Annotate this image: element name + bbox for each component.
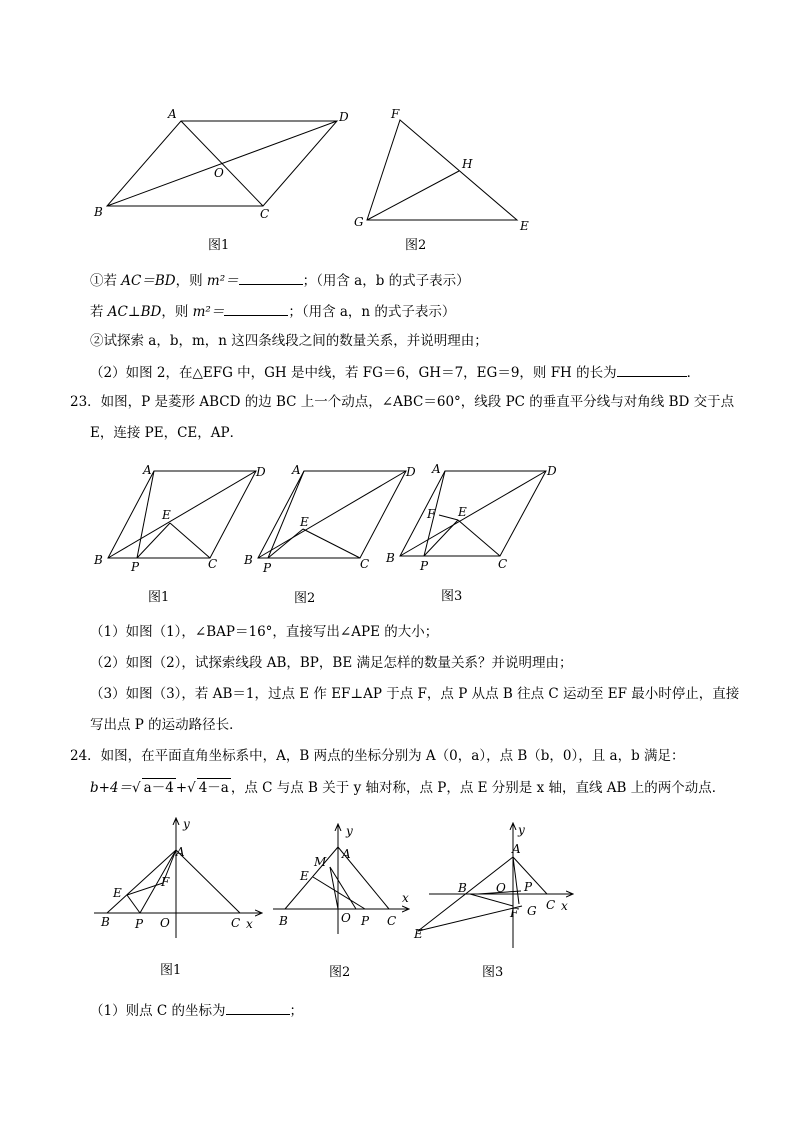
q23-part-3b: 写出点 P 的运动路径长． — [90, 717, 243, 733]
label-p: P — [263, 561, 272, 575]
caption-fig2: 图2 — [329, 965, 351, 980]
label-c: C — [546, 898, 556, 912]
label-g: G — [527, 904, 537, 918]
label-c: C — [498, 557, 508, 571]
q24-figure-3 — [413, 823, 573, 980]
label-x: x — [246, 917, 253, 931]
label-c: C — [387, 914, 397, 928]
label-b: B — [101, 915, 110, 929]
caption-fig1: 图1 — [208, 238, 230, 253]
label-x: x — [561, 899, 568, 913]
label-e: E — [300, 869, 309, 883]
label-e: E — [162, 508, 171, 522]
label-a: A — [432, 462, 441, 476]
label-b: B — [386, 551, 395, 565]
label-a: A — [512, 842, 521, 856]
segment-ag — [513, 857, 519, 904]
label-f: F — [161, 875, 170, 889]
label-h: H — [462, 157, 473, 171]
label-p: P — [135, 917, 144, 931]
q23-part-1: （1）如图（1），∠BAP＝16°，直接写出∠APE 的大小； — [90, 624, 439, 640]
label-e: E — [414, 927, 423, 941]
label-a: A — [292, 463, 301, 477]
label-a: A — [176, 845, 185, 859]
q24-part-1: （1）则点 C 的坐标为 ； — [90, 1000, 303, 1020]
label-f: F — [427, 507, 436, 521]
label-b: B — [279, 914, 288, 928]
label-a: A — [168, 107, 177, 121]
label-b: B — [94, 205, 103, 219]
segment-ef — [127, 883, 163, 895]
label-c: C — [208, 557, 218, 571]
label-y: y — [346, 824, 353, 838]
q24-figure-2 — [273, 824, 409, 980]
q22-line-3: ②试探索 a，b，m，n 这四条线段之间的数量关系，并说明理由； — [90, 333, 488, 349]
q22-line-4: （2）如图 2，在△EFG 中，GH 是中线，若 FG＝6，GH＝7，EG＝9，则 FH 的长为 ． — [90, 362, 700, 382]
label-e: E — [520, 219, 529, 233]
label-o: O — [341, 911, 351, 925]
sqrt-symbol: √ — [132, 780, 141, 796]
label-p: P — [361, 914, 370, 928]
segment-pa — [140, 850, 176, 913]
label-p: P — [524, 880, 533, 894]
q22-line-1: ①若 AC＝BD，则 m²＝ ；（用含 a，b 的式子表示） — [90, 270, 470, 290]
label-b: B — [244, 553, 253, 567]
segment-bf — [470, 894, 513, 906]
label-p: P — [420, 559, 429, 573]
q24-line-2: b+4＝√ a－4 +√ 4－a ，点 C 与点 B 关于 y 轴对称，点 P，点 E 分别是 x 轴，直线 AB 上的两个动点． — [90, 780, 726, 796]
label-o: O — [496, 881, 506, 895]
label-e: E — [113, 886, 122, 900]
label-b: B — [94, 553, 103, 567]
line-ab — [285, 847, 338, 909]
label-p: P — [131, 560, 140, 574]
caption-fig3: 图3 — [482, 965, 504, 980]
label-d: D — [256, 465, 266, 479]
caption-fig2: 图2 — [405, 238, 427, 253]
radicand-2: 4－a — [198, 780, 229, 796]
caption-fig3: 图3 — [441, 589, 463, 604]
label-m: M — [314, 855, 327, 869]
label-y: y — [518, 823, 525, 837]
label-a: A — [342, 847, 351, 861]
label-d: D — [339, 110, 349, 124]
label-c: C — [260, 207, 270, 221]
label-e: E — [300, 515, 309, 529]
caption-fig1: 图1 — [160, 963, 182, 978]
label-b: B — [458, 881, 467, 895]
label-o: O — [214, 166, 224, 180]
label-f: F — [391, 107, 400, 121]
label-c: C — [360, 557, 370, 571]
label-g: G — [354, 215, 364, 229]
segment-ep — [127, 895, 140, 913]
label-o: O — [160, 916, 170, 930]
answer-blank[interactable] — [226, 1000, 290, 1015]
caption-fig2: 图2 — [294, 591, 316, 606]
label-d: D — [547, 464, 557, 478]
radicand-1: a－4 — [143, 780, 174, 796]
line-ac — [176, 850, 240, 913]
caption-fig1: 图1 — [148, 590, 170, 605]
q24-line-1: 24．如图，在平面直角坐标系中，A，B 两点的坐标分别为 A（0，a），点 B（b，0），且 a，b 满足： — [70, 748, 685, 764]
label-e: E — [458, 505, 467, 519]
sqrt-symbol: √ — [187, 780, 196, 796]
label-f: F — [510, 906, 519, 920]
label-x: x — [402, 891, 409, 905]
q23-line-1: 23．如图，P 是菱形 ABCD 的边 BC 上一个动点，∠ABC＝60°，线段 PC 的垂直平分线与对角线 BD 交于点 — [70, 394, 735, 410]
label-c: C — [231, 916, 241, 930]
q23-part-2: （2）如图（2），试探索线段 AB，BP，BE 满足怎样的数量关系？并说明理由； — [90, 655, 573, 671]
q24-figure-1 — [94, 817, 262, 978]
q23-part-3a: （3）如图（3），若 AB＝1，过点 E 作 EF⊥AP 于点 F，点 P 从点 B 往点 C 运动至 EF 最小时停止，直接 — [90, 686, 740, 702]
q22-line-2: 若 AC⊥BD，则 m²＝ ；（用含 a，n 的式子表示） — [90, 301, 455, 321]
q23-line-2: E，连接 PE，CE，AP． — [90, 425, 244, 441]
label-d: D — [406, 465, 416, 479]
label-a: A — [143, 463, 152, 477]
label-y: y — [183, 817, 190, 831]
